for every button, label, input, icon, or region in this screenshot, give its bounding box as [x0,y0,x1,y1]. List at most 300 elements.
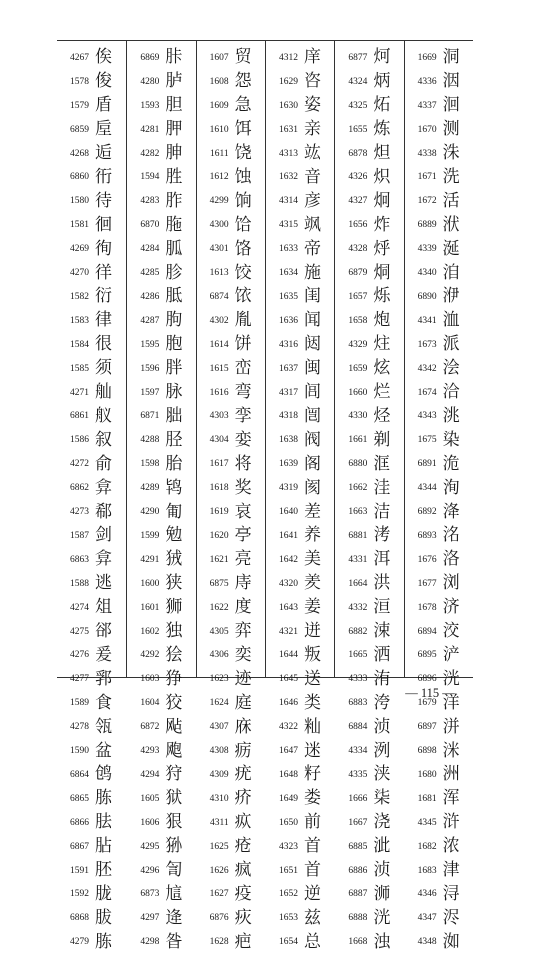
entry-character: 逆 [303,883,321,904]
entry-code: 4327 [348,196,368,207]
entry-character: 浔 [442,883,460,904]
entry-character: 胤 [234,310,252,331]
entry-code: 6894 [417,626,437,637]
entry-code: 4298 [140,937,160,948]
entry-character: 养 [303,525,321,546]
table-row [405,118,473,142]
table-row [197,237,265,261]
entry-code: 6879 [348,268,368,279]
entry-character: 差 [303,501,321,522]
entry-character: 迷 [303,740,321,761]
entry-code: 1607 [209,52,229,63]
entry-code: 1621 [209,554,229,565]
table-row [197,715,265,739]
table-row [335,524,403,548]
table-row [335,500,403,524]
table-row [127,691,195,715]
table-row [335,70,403,94]
entry-code: 1663 [348,507,368,518]
entry-code: 4286 [140,291,160,302]
table-row [405,357,473,381]
entry-character: 洫 [442,310,460,331]
entry-character: 饻 [234,286,252,307]
entry-code: 1592 [70,889,89,900]
entry-code: 4288 [140,435,160,446]
entry-code: 1626 [209,865,229,876]
table-row [127,811,195,835]
table-row [335,811,403,835]
table-row [127,285,195,309]
table-row [57,572,126,596]
entry-code: 4289 [140,483,160,494]
entry-code: 1623 [209,674,229,685]
entry-code: 1659 [348,363,368,374]
entry-code: 1678 [417,602,437,613]
entry-code: 1582 [70,291,89,302]
entry-code: 1578 [70,76,89,87]
entry-code: 4333 [348,674,368,685]
entry-character: 疬 [234,740,252,761]
entry-code: 4316 [278,339,298,350]
table-row [335,285,403,309]
entry-code: 6877 [348,52,368,63]
entry-code: 6878 [348,148,368,159]
entry-code: 1622 [209,602,229,613]
table-row [127,261,195,285]
entry-character: 朐 [165,310,183,331]
entry-character: 洇 [442,71,460,92]
entry-character: 郛 [95,668,112,689]
page-number: — 115 — [405,686,455,700]
entry-character: 胂 [165,143,183,164]
table-row [197,70,265,94]
table-row [57,333,126,357]
entry-character: 前 [303,812,321,833]
table-row [57,405,126,429]
entry-code: 1647 [278,746,298,757]
table-row [335,572,403,596]
entry-character: 洌 [373,740,391,761]
entry-character: 烃 [373,405,391,426]
table-row [335,763,403,787]
entry-code: 4290 [140,507,160,518]
table-row [335,189,403,213]
entry-code: 1662 [348,483,368,494]
entry-character: 疭 [234,812,252,833]
table-row [266,357,334,381]
entry-character: 胛 [165,119,183,140]
table-row [197,787,265,811]
entry-character: 烁 [373,286,391,307]
entry-code: 1610 [209,124,229,135]
entry-code: 1601 [140,602,160,613]
entry-code: 1636 [278,315,298,326]
entry-character: 咨 [303,71,321,92]
entry-character: 洎 [442,262,460,283]
entry-character: 疥 [234,788,252,809]
entry-character: 饶 [234,143,252,164]
entry-character: 浊 [373,931,391,952]
table-row [266,715,334,739]
entry-code: 1597 [140,387,160,398]
table-row [266,405,334,429]
entry-code: 6861 [70,411,89,422]
entry-character: 昝 [165,931,183,952]
entry-character: 送 [303,668,321,689]
table-row [266,763,334,787]
table-row [335,787,403,811]
table-row [127,859,195,883]
table-row [405,596,473,620]
entry-character: 洢 [442,286,460,307]
entry-character: 彦 [303,190,321,211]
entry-code: 4291 [140,554,160,565]
entry-character: 胝 [165,286,183,307]
entry-character: 洴 [442,716,460,737]
entry-code: 4309 [209,769,229,780]
entry-code: 1682 [417,841,437,852]
entry-character: 洛 [442,549,460,570]
table-column [334,41,403,952]
table-row [335,46,403,70]
table-row [197,763,265,787]
entry-character: 音 [303,166,321,187]
table-row [197,811,265,835]
entry-code: 1635 [278,291,298,302]
entry-character: 鸧 [95,764,112,785]
table-row [405,213,473,237]
table-row [57,452,126,476]
entry-character: 洋 [442,692,460,713]
table-row [57,667,126,691]
table-row [57,189,126,213]
table-row [127,596,195,620]
entry-character: 烂 [373,382,391,403]
entry-code: 1596 [140,363,160,374]
table-row [57,476,126,500]
table-row [57,596,126,620]
entry-character: 怨 [234,71,252,92]
entry-character: 胠 [95,812,112,833]
entry-code: 4310 [209,793,229,804]
entry-code: 1633 [278,244,298,255]
entry-character: 涎 [442,238,460,259]
entry-character: 疢 [234,907,252,928]
table-row [57,261,126,285]
entry-character: 郤 [95,621,112,642]
entry-character: 姿 [303,95,321,116]
table-row [335,357,403,381]
table-row [197,835,265,859]
entry-code: 4331 [348,554,368,565]
table-row [197,500,265,524]
entry-character: 洗 [442,166,460,187]
entry-character: 首 [303,836,321,857]
entry-character: 狰 [165,668,183,689]
entry-character: 洸 [373,907,391,928]
table-row [127,906,195,930]
table-row [405,524,473,548]
entry-code: 1627 [209,889,229,900]
entry-character: 浈 [373,860,391,881]
table-row [197,405,265,429]
table-row [57,46,126,70]
entry-code: 1638 [278,435,298,446]
entry-code: 1639 [278,459,298,470]
entry-character: 盆 [95,740,112,761]
table-column [265,41,334,952]
entry-character: 洼 [373,477,391,498]
entry-code: 4299 [209,196,229,207]
table-row [335,859,403,883]
entry-code: 1598 [140,459,160,470]
table-row [405,644,473,668]
table-row [266,428,334,452]
entry-code: 1620 [209,530,229,541]
entry-code: 4267 [70,52,89,63]
entry-code: 4334 [348,746,368,757]
table-row [197,309,265,333]
entry-character: 洒 [373,644,391,665]
entry-code: 4308 [209,746,229,757]
entry-character: 帝 [303,238,321,259]
entry-code: 1603 [140,674,160,685]
table-row [127,428,195,452]
table-row [57,811,126,835]
entry-character: 总 [303,931,321,952]
table-row [197,46,265,70]
entry-character: 首 [303,860,321,881]
table-row [127,620,195,644]
entry-code: 1634 [278,268,298,279]
entry-character: 浍 [442,358,460,379]
entry-character: 迸 [303,621,321,642]
entry-character: 类 [303,692,321,713]
table-row [405,381,473,405]
entry-code: 1669 [417,52,437,63]
entry-code: 4303 [209,411,229,422]
entry-character: 闼 [303,334,321,355]
entry-character: 柒 [373,788,391,809]
entry-code: 6860 [70,172,89,183]
table-row [127,46,195,70]
table-row [127,715,195,739]
entry-code: 6866 [70,817,89,828]
entry-character: 炮 [373,310,391,331]
table-row [266,524,334,548]
table-row [335,333,403,357]
table-row [405,237,473,261]
table-row [127,357,195,381]
table-row [405,309,473,333]
entry-character: 勉 [165,525,183,546]
entry-character: 疣 [234,764,252,785]
entry-character: 狭 [165,573,183,594]
entry-code: 1616 [209,387,229,398]
table-row [197,524,265,548]
entry-code: 1673 [417,339,437,350]
table-row [57,428,126,452]
table-row [266,285,334,309]
table-row [266,94,334,118]
entry-code: 6895 [417,650,437,661]
table-row [197,261,265,285]
entry-code: 1666 [348,793,368,804]
entry-character: 瓴 [95,716,112,737]
table-row [197,189,265,213]
table-row [127,883,195,907]
entry-code: 1642 [278,554,298,565]
entry-character: 胩 [165,47,183,68]
entry-code: 1681 [417,793,437,804]
entry-code: 1628 [209,937,229,948]
entry-code: 6863 [70,554,89,565]
entry-code: 1668 [348,937,368,948]
entry-code: 1651 [278,865,298,876]
entry-code: 4318 [278,411,298,422]
table-row [266,739,334,763]
entry-code: 1661 [348,435,368,446]
entry-character: 洸 [442,668,460,689]
entry-character: 洲 [442,764,460,785]
entry-code: 1650 [278,817,298,828]
entry-character: 律 [95,310,112,331]
entry-code: 1625 [209,841,229,852]
entry-code: 4304 [209,435,229,446]
entry-code: 4345 [417,817,437,828]
table-row [266,333,334,357]
entry-code: 6862 [70,483,89,494]
entry-character: 炷 [373,334,391,355]
entry-code: 4317 [278,387,298,398]
entry-code: 1599 [140,530,160,541]
table-row [127,572,195,596]
entry-code: 1629 [278,76,298,87]
table-row [57,883,126,907]
entry-character: 弯 [234,382,252,403]
entry-character: 狡 [165,692,183,713]
entry-character: 洘 [373,525,391,546]
entry-character: 很 [95,334,112,355]
table-row [266,835,334,859]
entry-character: 弇 [95,477,112,498]
table-row [405,883,473,907]
table-row [405,620,473,644]
table-row [266,70,334,94]
entry-code: 4301 [209,244,229,255]
entry-character: 逃 [95,573,112,594]
entry-character: 闽 [303,358,321,379]
table-row [405,906,473,930]
table-row [127,309,195,333]
entry-code: 4338 [417,148,437,159]
entry-character: 羑 [303,573,321,594]
entry-character: 炳 [373,71,391,92]
table-column [196,41,265,952]
entry-character: 洿 [373,692,391,713]
entry-character: 洄 [442,95,460,116]
entry-code: 1593 [140,100,160,111]
entry-character: 垕 [95,119,112,140]
entry-code: 1670 [417,124,437,135]
table-row [57,548,126,572]
table-row [127,189,195,213]
entry-character: 狲 [165,836,183,857]
entry-character: 俟 [95,47,112,68]
entry-code: 6896 [417,674,437,685]
entry-character: 急 [234,95,252,116]
entry-character: 洵 [442,477,460,498]
entry-character: 洙 [442,143,460,164]
table-row [127,500,195,524]
entry-character: 匍 [165,501,183,522]
table-row [197,548,265,572]
entry-character: 将 [234,453,252,474]
entry-code: 6886 [348,865,368,876]
entry-code: 6872 [140,722,160,733]
entry-code: 1586 [70,435,89,446]
table-row [127,930,195,954]
table-row [335,835,403,859]
table-row [127,94,195,118]
entry-code: 4273 [70,507,89,518]
table-row [197,357,265,381]
entry-code: 4293 [140,746,160,757]
entry-character: 洹 [373,597,391,618]
entry-code: 6897 [417,722,437,733]
entry-character: 烀 [373,238,391,259]
table-row [57,715,126,739]
entry-code: 4312 [278,52,298,63]
entry-character: 浉 [373,883,391,904]
entry-code: 4280 [140,76,160,87]
entry-code: 6875 [209,578,229,589]
entry-character: 闾 [303,382,321,403]
entry-code: 4292 [140,650,160,661]
table-row [405,787,473,811]
table-row [57,787,126,811]
entry-code: 4306 [209,650,229,661]
table-row [127,763,195,787]
table-row [335,548,403,572]
entry-character: 须 [95,358,112,379]
table-row [266,620,334,644]
entry-character: 狩 [165,764,183,785]
entry-code: 4300 [209,220,229,231]
entry-code: 1605 [140,793,160,804]
table-row [127,835,195,859]
table-row [197,452,265,476]
entry-character: 饺 [234,262,252,283]
table-row [335,428,403,452]
entry-character: 脉 [165,382,183,403]
table-row [266,118,334,142]
table-row [197,596,265,620]
table-row [197,285,265,309]
entry-character: 饸 [234,214,252,235]
entry-code: 6882 [348,626,368,637]
entry-character: 胫 [165,429,183,450]
entry-code: 6889 [417,220,437,231]
entry-character: 洨 [442,621,460,642]
table-row [335,118,403,142]
entry-code: 1665 [348,650,368,661]
table-row [197,620,265,644]
entry-code: 1652 [278,889,298,900]
entry-character: 饼 [234,334,252,355]
table-row [266,787,334,811]
table-row [57,859,126,883]
